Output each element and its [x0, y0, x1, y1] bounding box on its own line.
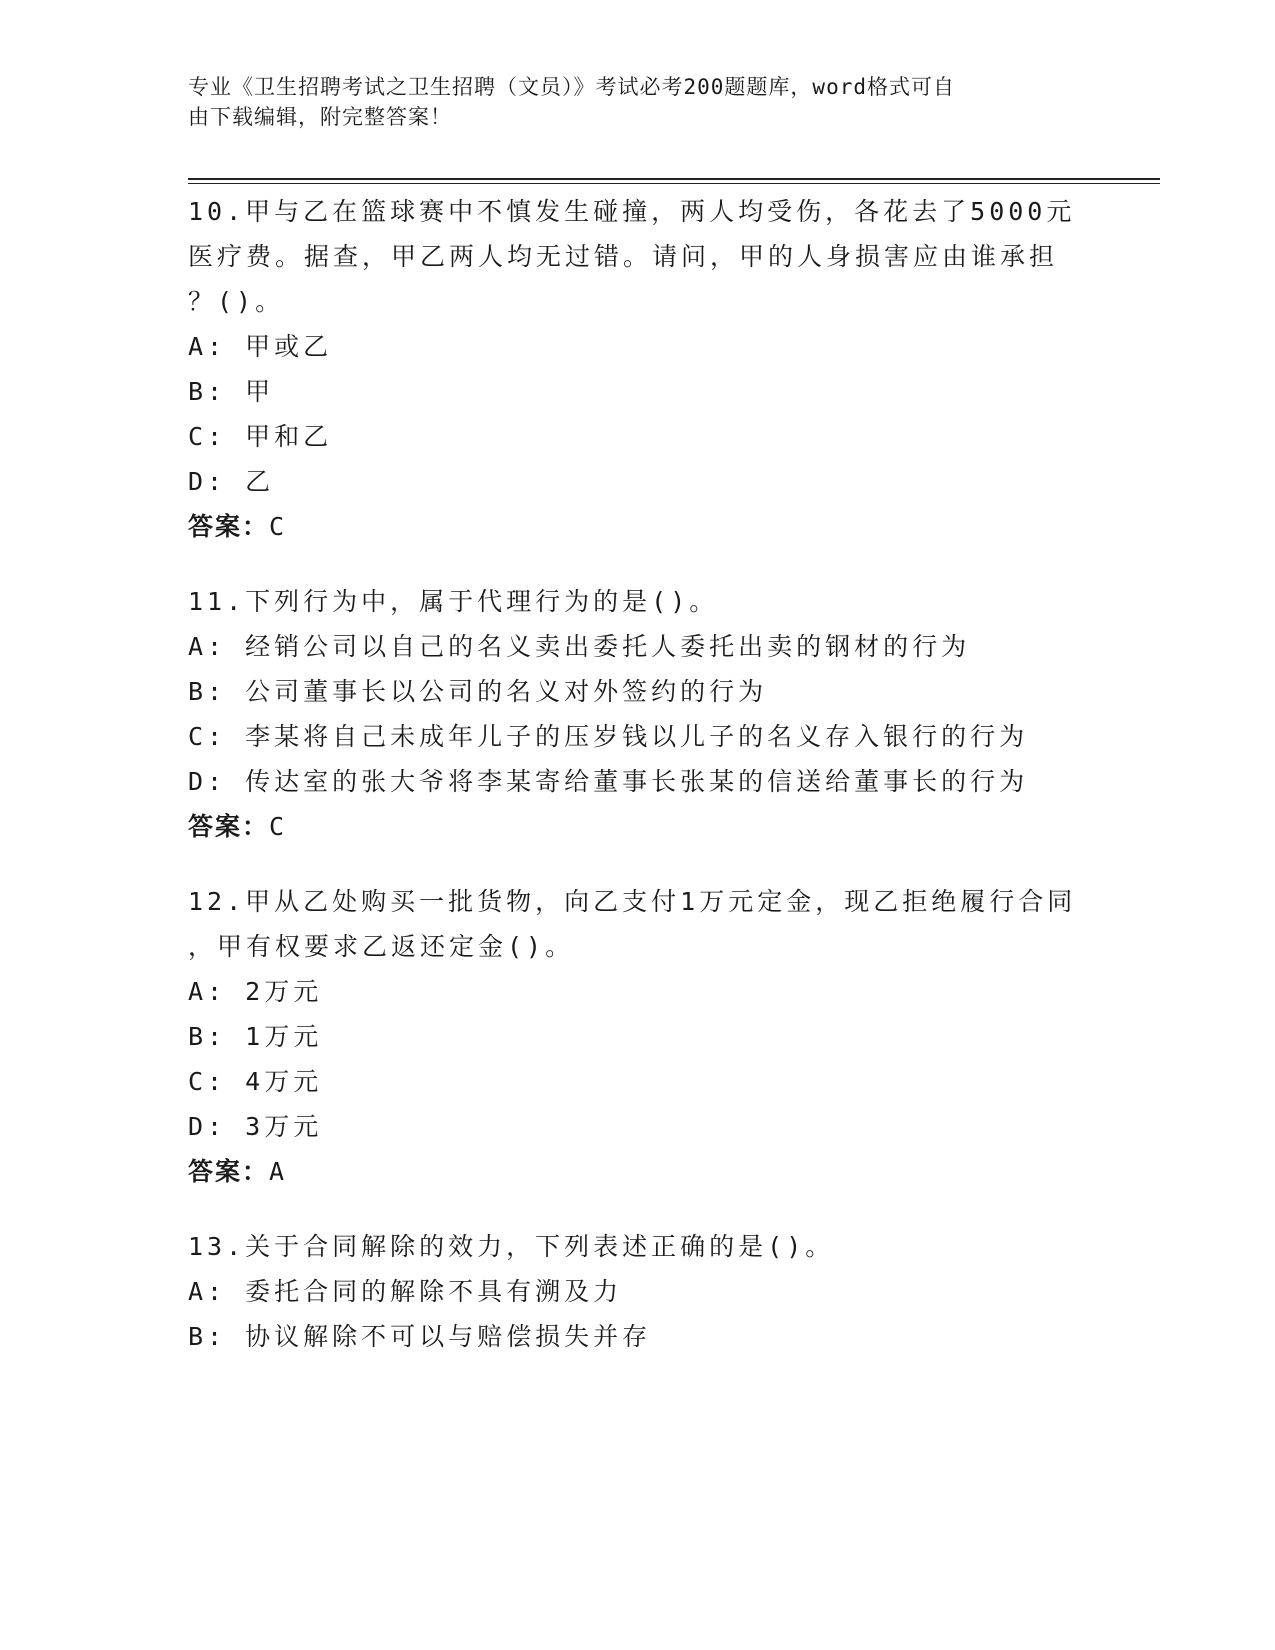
header-line-2: 由下载编辑，附完整答案！ — [188, 105, 452, 129]
answer-value: A — [269, 1157, 287, 1186]
answer — [188, 504, 1088, 549]
option-b: B: 甲 — [188, 377, 275, 406]
header-rule-thin — [188, 183, 1160, 184]
answer-value: C — [269, 512, 287, 541]
answer-label: 答案： — [188, 512, 270, 541]
option-c: C: 甲和乙 — [188, 422, 333, 451]
header-rule-thick — [188, 178, 1160, 180]
question-stem: 11.下列行为中，属于代理行为的是()。 — [188, 587, 719, 616]
option-a: A: 委托合同的解除不具有溯及力 — [188, 1277, 623, 1306]
option-d: D: 传达室的张大爷将李某寄给董事长张某的信送给董事长的行为 — [188, 767, 1029, 796]
option-c: C: 4万元 — [188, 1067, 323, 1096]
answer-value: C — [269, 812, 287, 841]
option-b: B: 1万元 — [188, 1022, 323, 1051]
question-11 — [188, 579, 1088, 849]
header-line-1: 专业《卫生招聘考试之卫生招聘（文员）》考试必考200题题库，word格式可自 — [188, 75, 955, 99]
question-13 — [188, 1224, 1088, 1359]
option-d: D: 3万元 — [188, 1112, 323, 1141]
answer — [188, 804, 1088, 849]
option-b: B: 公司董事长以公司的名义对外签约的行为 — [188, 677, 768, 706]
question-stem: 12.甲从乙处购买一批货物，向乙支付1万元定金，现乙拒绝履行合同 — [188, 887, 1077, 916]
question-list — [188, 189, 1088, 1389]
option-c: C: 李某将自己未成年儿子的压岁钱以儿子的名义存入银行的行为 — [188, 722, 1029, 751]
question-12 — [188, 879, 1088, 1194]
question-stem: 10.甲与乙在篮球赛中不慎发生碰撞，两人均受伤，各花去了5000元 — [188, 197, 1076, 226]
question-10 — [188, 189, 1088, 549]
answer — [188, 1149, 1088, 1194]
option-d: D: 乙 — [188, 467, 275, 496]
question-stem: 13.关于合同解除的效力，下列表述正确的是()。 — [188, 1232, 835, 1261]
question-stem: ？()。 — [188, 287, 285, 316]
option-a: A: 2万元 — [188, 977, 323, 1006]
answer-label: 答案： — [188, 1157, 270, 1186]
document-header — [188, 72, 1068, 132]
option-a: A: 甲或乙 — [188, 332, 333, 361]
question-stem: 医疗费。据查，甲乙两人均无过错。请问，甲的人身损害应由谁承担 — [188, 242, 1059, 271]
option-a: A: 经销公司以自己的名义卖出委托人委托出卖的钢材的行为 — [188, 632, 971, 661]
option-b: B: 协议解除不可以与赔偿损失并存 — [188, 1322, 652, 1351]
answer-label: 答案： — [188, 812, 270, 841]
question-stem: ，甲有权要求乙返还定金()。 — [188, 932, 575, 961]
